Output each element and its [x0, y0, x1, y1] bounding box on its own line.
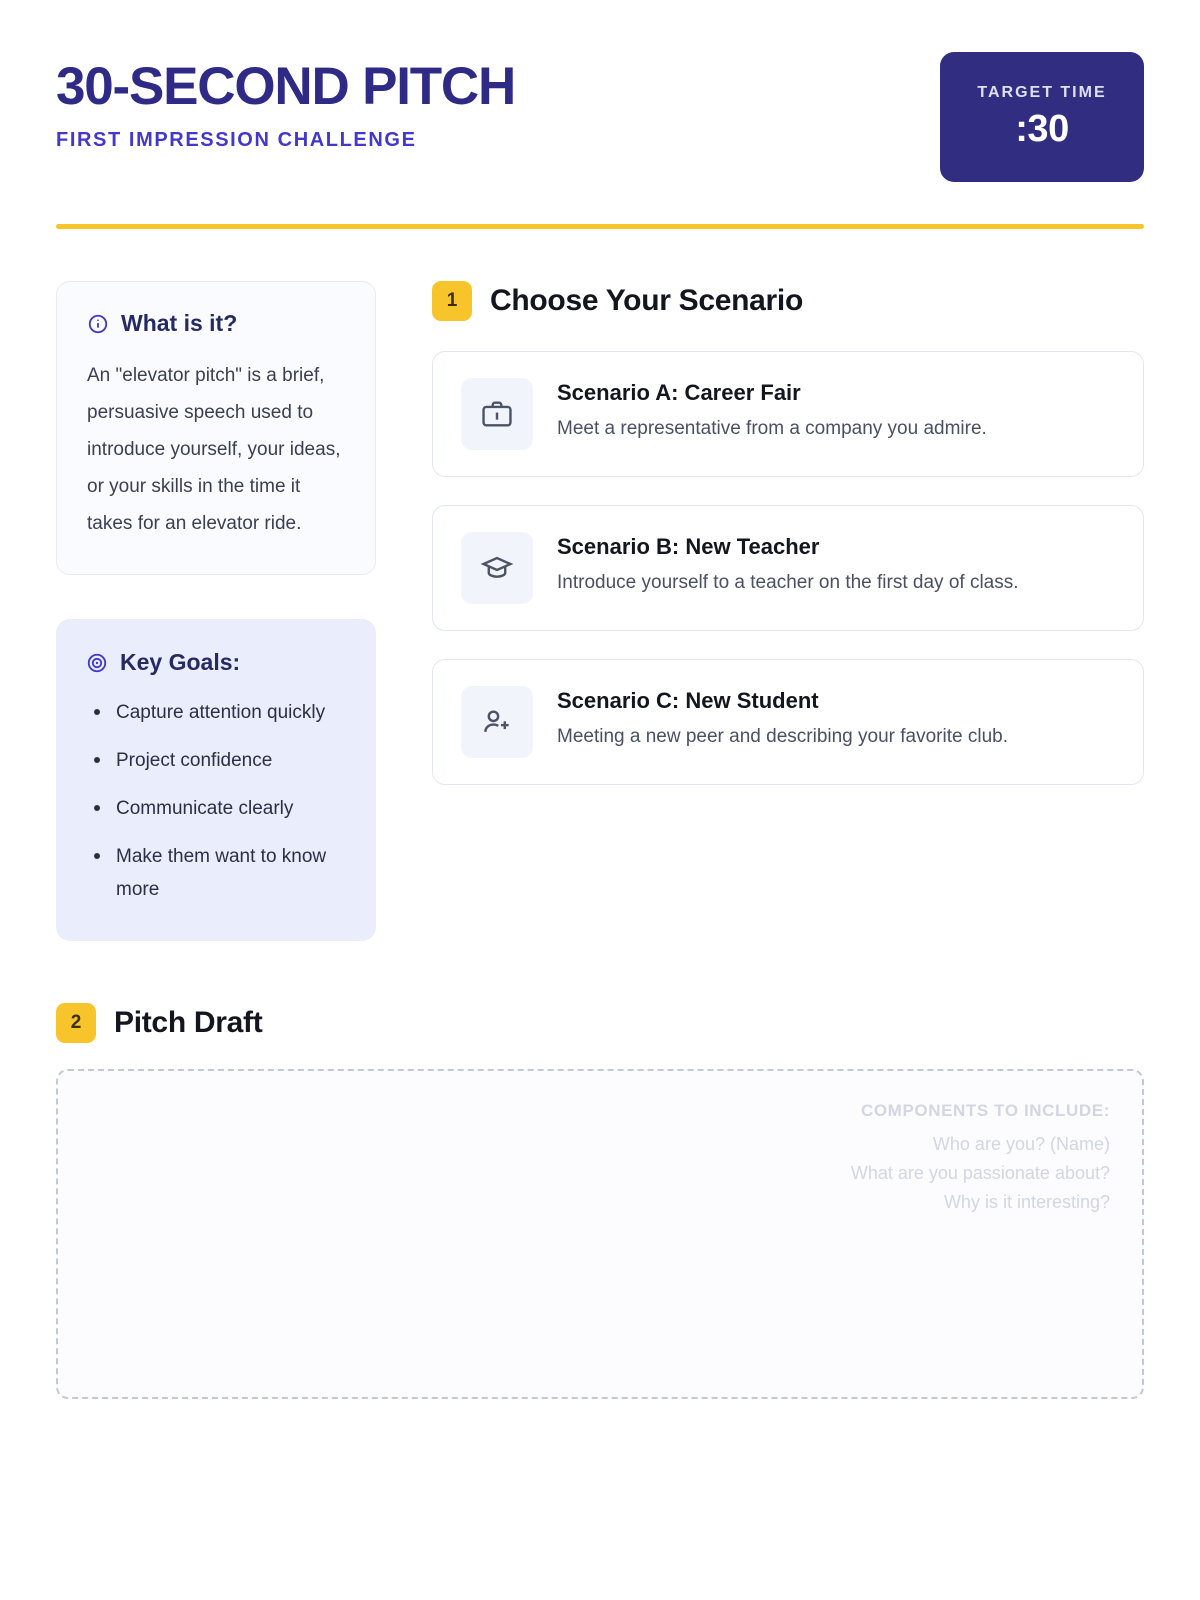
scenario-option-c[interactable]	[432, 659, 1144, 785]
step-2-section	[56, 1003, 1144, 1399]
scenario-a-body	[557, 378, 987, 443]
scenario-b-body	[557, 532, 1019, 597]
target-icon	[86, 652, 108, 674]
what-is-it-card	[56, 281, 376, 575]
list-item: Make them want to know more	[86, 840, 346, 908]
scenario-b-desc: Introduce yourself to a teacher on the first day of class.	[557, 572, 1019, 593]
briefcase-icon	[461, 378, 533, 450]
step-1-header	[432, 281, 1144, 321]
draft-hints-title: COMPONENTS TO INCLUDE:	[860, 1101, 1110, 1121]
scenario-a-title: Scenario A: Career Fair	[557, 380, 801, 405]
target-time-badge	[940, 52, 1144, 182]
sidebar-column	[56, 281, 376, 941]
list-item: Capture attention quickly	[86, 696, 346, 730]
scenario-c-body	[557, 686, 1008, 751]
key-goals-card	[56, 619, 376, 941]
list-item: Project confidence	[86, 744, 346, 778]
scenario-option-b[interactable]	[432, 505, 1144, 631]
target-time-value: :30	[1015, 107, 1069, 150]
scenario-c-desc: Meeting a new peer and describing your favorite club.	[557, 726, 1008, 747]
header-divider	[56, 224, 1144, 229]
what-is-it-body: An "elevator pitch" is a brief, persuasive speech used to introduce yourself, your ideas, or your skills in the time it takes for an elevator ride.	[87, 365, 341, 535]
draft-hint: Why is it interesting?	[943, 1191, 1110, 1212]
what-is-it-title: What is it?	[121, 310, 238, 336]
page-title: 30-SECOND PITCH	[56, 57, 516, 116]
step-2-number: 2	[56, 1003, 96, 1043]
user-plus-icon	[461, 686, 533, 758]
content-columns	[56, 281, 1144, 941]
draft-hint: Who are you? (Name)	[932, 1134, 1110, 1155]
key-goals-list	[86, 696, 346, 907]
step-1-number: 1	[432, 281, 472, 321]
key-goals-title: Key Goals:	[120, 649, 241, 676]
step-1-title: Choose Your Scenario	[490, 284, 803, 317]
draft-hints	[851, 1101, 1110, 1216]
graduation-cap-icon	[461, 532, 533, 604]
page-subtitle: FIRST IMPRESSION CHALLENGE	[56, 129, 417, 151]
scenario-b-title: Scenario B: New Teacher	[557, 534, 820, 559]
step-2-title: Pitch Draft	[114, 1006, 263, 1040]
scenario-c-title: Scenario C: New Student	[557, 688, 819, 713]
info-icon	[87, 313, 109, 335]
list-item: Communicate clearly	[86, 792, 346, 826]
key-goals-header	[86, 649, 346, 676]
step-2-header	[56, 1003, 1144, 1043]
what-is-it-header	[87, 310, 345, 337]
main-column	[432, 281, 1144, 941]
scenario-a-desc: Meet a representative from a company you admire.	[557, 418, 987, 439]
pitch-draft-input[interactable]	[56, 1069, 1144, 1399]
page-header	[56, 52, 1144, 182]
title-block	[56, 52, 515, 152]
target-time-label: TARGET TIME	[977, 83, 1107, 101]
scenario-option-a[interactable]	[432, 351, 1144, 477]
draft-hint: What are you passionate about?	[850, 1163, 1110, 1184]
